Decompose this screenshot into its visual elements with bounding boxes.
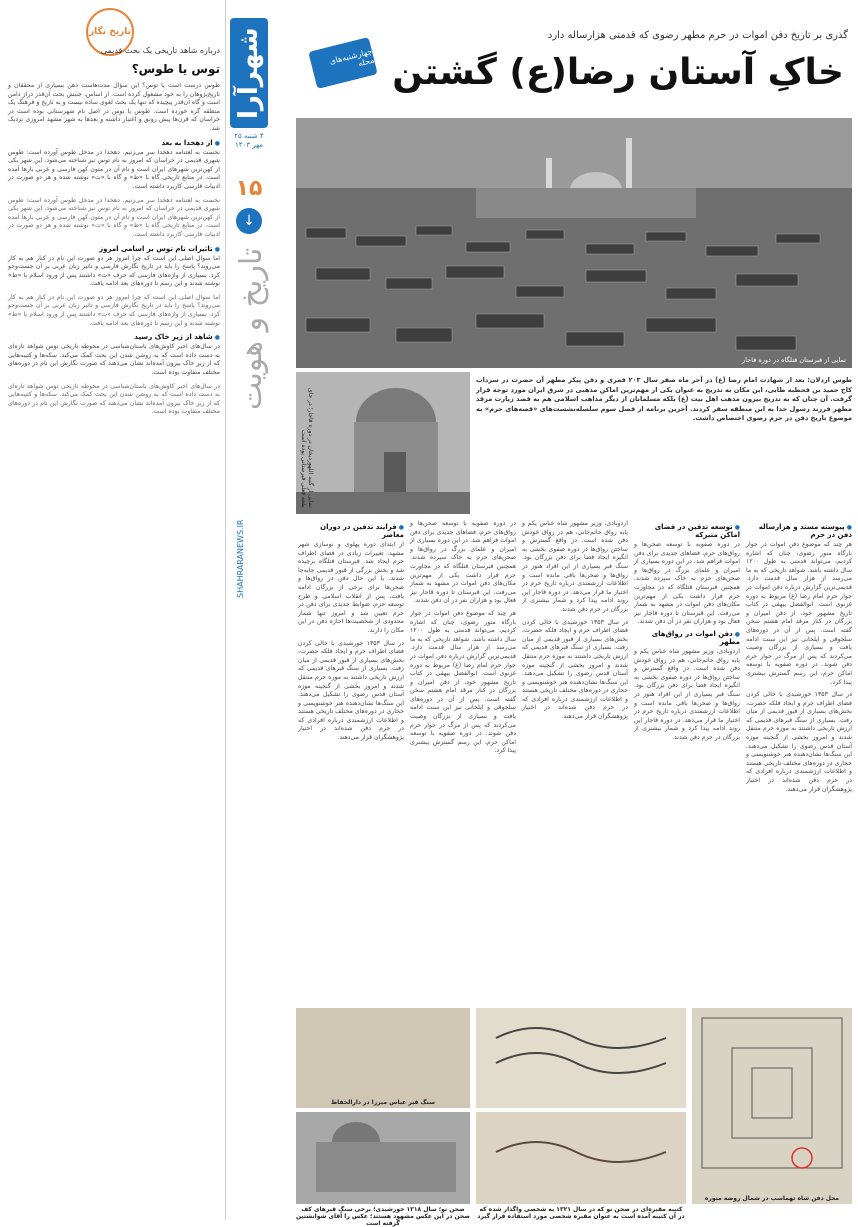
column-head: ● توسعه تدفین در فضای اماکن متبرکه	[634, 523, 740, 539]
article-headline: خاکِ آستان رضا(ع) گشتن	[392, 52, 844, 93]
column-head: ● پیوسته مسند و هزارساله دفن در حرم	[746, 523, 852, 539]
inscription-image	[476, 1008, 686, 1108]
sidebar-section-body: در سال‌های اخیر کاوش‌های باستان‌شناسی در محوطه تاریخی توس شواهد تازه‌ای به دست داده است که به روشن شدن این بحث کمک می‌کند. سکه‌ها و کتیبه‌هایی که از زیر خاک بیرون آمده‌اند نشان می‌دهند که صورت نگارش این نام در دوره‌های مختلف متفاوت بوده است.	[8, 343, 220, 377]
column-head: ● دفن اموات در رواق‌های مطهر	[634, 630, 740, 646]
sidebar-section-head: ● از دهخدا به بعد	[8, 139, 220, 147]
cemetery-illustration	[296, 118, 852, 368]
gallery-caption: صحن نو؛ سال ۱۳۱۸ خورشیدی؛ برخی سنگ قبرهای کف صحن در این عکس مشهود هستند؛ عکس را آقای شوانشتین گرفته است	[296, 1206, 470, 1227]
sidebar-section-head: ● شاهد از زیر خاک رسید	[8, 333, 220, 341]
photo-gallery	[296, 1008, 852, 1227]
sidebar-kicker: درباره شاهد تاریخی یک بحث قدیمی	[100, 46, 220, 55]
sidebar-section-body: در سال‌های اخیر کاوش‌های باستان‌شناسی در محوطه تاریخی توس شواهد تازه‌ای به دست داده است که به روشن شدن این بحث کمک می‌کند. سکه‌ها و کتیبه‌هایی که از زیر خاک بیرون آمده‌اند نشان می‌دهند که صورت نگارش این نام در دوره‌های مختلف متفاوت بوده است.	[8, 382, 220, 416]
article-column	[298, 520, 404, 1000]
tarikh-negar-stamp: تاریخ نگار	[86, 8, 134, 56]
article-lede: طوس اردلان: بعد از شهادت امام رضا (ع) در آخر ماه صفر سال ۲۰۳ قمری و دفن پیکر مطهر آن حضرت در سرداب کاخ حمید بن قحطبه طایی، این مکان به تدریج به عنوان یکی از مهم‌ترین اماکن مذهبی در شرق ایران مورد توجه قرار گرفت. آن چنان که به تدریج بیرون مذهب اهل بیت (ع) بلکه مسلمانان از دیگر مذاهب اسلامی هم به قصد زیارت مرقد مطهر فرزند رسول خدا به این منطقه سفر کردند. آخرین برنامه از فصل سوم سلسله‌نشست‌های «قصه‌های حرم» به موضوع تاریخ دفن در حرم رضوی اختصاص داشت.	[476, 376, 852, 423]
sidebar-section-body: اما سوال اصلی این است که چرا امروز هر دو صورت این نام در کنار هم به کار می‌روند؟ پاسخ را باید در تاریخ نگارش فارسی و تاثیر زبان عربی بر آن جست‌وجو کرد. بسیاری از واژه‌های فارسی که حرف «ت» داشتند پس از ورود اسلام با «ط» نوشته شدند و این رسم تا دوره‌های بعد ادامه یافت.	[8, 254, 220, 288]
column-body: در دوره صفویه با توسعه صحن‌ها و رواق‌های حرم، فضاهای جدیدی برای دفن اموات فراهم شد. در این دوره بسیاری از امیران و علمای بزرگ در رواق‌ها و صحن‌های حرم به خاک سپرده شدند. همچنین قبرستان قتلگاه که در مجاورت حرم قرار داشت یکی از مهم‌ترین مکان‌های دفن اموات در مشهد به شمار می‌رفت. این قبرستان تا دوره قاجار نیز فعال بود و هزاران نفر در آن دفن شدند.	[634, 541, 740, 626]
site-url[interactable]: SHAHRARANEWS.IR	[236, 520, 245, 599]
column-body: در سال ۱۳۵۳ خورشیدی با خالی کردن فضای اطراف حرم و ایجاد فلکه حضرت، بخش‌های بسیاری از قبور قدیمی از میان رفت. بسیاری از سنگ قبرهای قدیمی که ارزش تاریخی داشتند به موزه حرم منتقل شدند و امروز بخشی از گنجینه موزه آستان قدس رضوی را تشکیل می‌دهند. این سنگ‌ها نشان‌دهنده هنر خوشنویسی و حجاری در دوره‌های مختلف تاریخی هستند و اطلاعات ارزشمندی درباره افرادی که در حرم دفن شده‌اند در اختیار پژوهشگران قرار می‌دهند.	[522, 618, 628, 721]
photo-caption: نمایی از قبرستان قتلگاه در دوره قاجار	[742, 356, 846, 364]
issue-date: ۴ شنبه ۲۵ مهر ۱۴۰۳	[234, 132, 264, 149]
sidebar-body	[8, 82, 220, 1212]
gravestone-image	[476, 1112, 686, 1204]
column-body: از ابتدای دوره پهلوی و نوسازی شهر مشهد، تغییرات زیادی در فضای اطراف حرم ایجاد شد. قبرستان قتلگاه برچیده شد و بخش بزرگی از قبور قدیمی جابه‌جا شدند. با این حال دفن در رواق‌ها و صحن‌ها برای برخی از بزرگان ادامه یافت. پس از انقلاب اسلامی و طرح توسعه حرم، ضوابط جدیدی برای دفن در حرم تعیین شد و امروز تنها شمار محدودی از شخصیت‌ها اجازه دفن در این مکان را دارند.	[298, 541, 404, 634]
section-name: تاریخ و هویت	[234, 248, 269, 411]
sidebar-section-body: نخست به لغتنامه دهخدا سر می‌زنیم. دهخدا در مدخل طوس آورده است: طوس شهری قدیمی در خراسان که امروز به نام توس نیز شناخته می‌شود. این شهر یکی از کهن‌ترین شهرهای ایران است و نام آن در متون کهن فارسی و عربی بارها آمده است. در منابع تاریخی گاه با «ط» و گاه با «ت» نوشته شده و هر دو صورت در ادبیات فارسی کاربرد داشته است.	[8, 148, 220, 190]
dome-photo	[296, 372, 470, 514]
arrow-down-icon[interactable]: ↓	[236, 208, 262, 234]
main-article	[272, 0, 858, 1227]
shrine-plan-image	[692, 1008, 852, 1204]
article-column	[746, 520, 852, 1000]
column-body: در سال ۱۳۵۳ خورشیدی با خالی کردن فضای اطراف حرم و ایجاد فلکه حضرت، بخش‌های بسیاری از قبور قدیمی از میان رفت. بسیاری از سنگ قبرهای قدیمی که ارزش تاریخی داشتند به موزه حرم منتقل شدند و امروز بخشی از گنجینه موزه آستان قدس رضوی را تشکیل می‌دهند. این سنگ‌ها نشان‌دهنده هنر خوشنویسی و حجاری در دوره‌های مختلف تاریخی هستند و اطلاعات ارزشمندی درباره افرادی که در حرم دفن شده‌اند در اختیار پژوهشگران قرار می‌دهند.	[746, 691, 852, 793]
column-body: هر چند که موضوع دفن اموات در جوار بارگاه منور رضوی، چنان که اشاره کردیم، می‌تواند قدمتی به طول ۱۲۰۰ سال داشته باشد. شواهد تاریخی که به ما می‌رسد از هزار سال قدمت دارد. قدیمی‌ترین گزارش درباره دفن اموات در جوار حرم امام رضا (ع) مربوط به دوره غزنوی است. ابوالفضل بیهقی در کتاب تاریخ مشهور خود، از دفن امیران و بزرگان در کنار مرقد امام هشتم سخن گفته است. پس از آن در دوره‌های سلجوقی و ایلخانی نیز این سنت ادامه یافت و بسیاری از بزرگان وصیت می‌کردند که پس از مرگ در جوار حرم دفن شوند. در دوره صفویه با توسعه اماکن حرم، این رسم گسترش بیشتری پیدا کرد.	[746, 541, 852, 686]
qatlgah-cemetery-photo	[296, 118, 852, 368]
shahrara-logo[interactable]: شهرآرا	[230, 18, 268, 128]
page-number: ۱۵	[235, 176, 263, 201]
sidebar-section-body: اما سوال اصلی این است که چرا امروز هر دو صورت این نام در کنار هم به کار می‌روند؟ پاسخ را باید در تاریخ نگارش فارسی و تاثیر زبان عربی بر آن جست‌وجو کرد. بسیاری از واژه‌های فارسی که حرف «ت» داشتند پس از ورود اسلام با «ط» نوشته شدند و این رسم تا دوره‌های بعد ادامه یافت.	[8, 293, 220, 327]
column-body: هر چند که موضوع دفن اموات در جوار بارگاه منور رضوی، چنان که اشاره کردیم، می‌تواند قدمتی به طول ۱۲۰۰ سال داشته باشد. شواهد تاریخی که به ما می‌رسد از هزار سال قدمت دارد. قدیمی‌ترین گزارش درباره دفن اموات در جوار حرم امام رضا (ع) مربوط به دوره غزنوی است. ابوالفضل بیهقی در کتاب تاریخ مشهور خود، از دفن امیران و بزرگان در کنار مرقد امام هشتم سخن گفته است. پس از آن در دوره‌های سلجوقی و ایلخانی نیز این سنت ادامه یافت و بسیاری از بزرگان وصیت می‌کردند که پس از مرگ در جوار حرم دفن شوند. در دوره صفویه با توسعه اماکن حرم، این رسم گسترش بیشتری پیدا کرد.	[410, 609, 516, 755]
brand-stripe	[228, 0, 270, 1220]
column-head: ● فرایند تدفین در دوران معاصر	[298, 523, 404, 539]
sidebar-section-body: نخست به لغتنامه دهخدا سر می‌زنیم. دهخدا در مدخل طوس آورده است: طوس شهری قدیمی در خراسان که امروز به نام توس نیز شناخته می‌شود. این شهر یکی از کهن‌ترین شهرهای ایران است و نام آن در متون کهن فارسی و عربی بارها آمده است. در منابع تاریخی گاه با «ط» و گاه با «ت» نوشته شده و هر دو صورت در ادبیات فارسی کاربرد داشته است.	[8, 196, 220, 238]
gallery-caption: محل دفن شاه تهماسب در شمال روضه منوره	[704, 1195, 840, 1202]
article-column	[634, 520, 740, 1000]
gravestone-illustration	[476, 1112, 686, 1204]
sidebar-column	[0, 0, 226, 1220]
column-body: اردوبادی، وزیر مشهور شاه عباس یکم و پایه رواق حاتم‌خانی، هم در رواق خودش دفن شده است. در واقع گسترش و ساختن رواق‌ها در دوره صفوی بخشی به انگیزه ایجاد فضا برای دفن بزرگان بود. سنگ قبر بسیاری از این افراد هنوز در رواق‌ها و صحن‌ها باقی مانده است و اطلاعات ارزشمندی درباره تاریخ حرم در اختیار ما قرار می‌دهد. در دوره قاجار این روند ادامه پیدا کرد و شمار بیشتری از بزرگان در حرم دفن شدند.	[634, 647, 740, 741]
sidebar-title: توس یا طوس؟	[131, 62, 220, 76]
photo-caption: نمایی از گنبد اللهوردیخان در دوره قاجار؛ در جای بقعه فعلی قبرستانی بوده است	[300, 388, 314, 508]
courtyard-illustration	[296, 1112, 470, 1204]
inscription-illustration	[476, 1008, 686, 1108]
article-kicker: گذری بر تاریخ دفن اموات در حرم مطهر رضوی که قدمتی هزارساله دارد	[547, 30, 848, 41]
sidebar-section-head: ● تاثیرات نام توس بر اسامی امروز	[8, 245, 220, 253]
gallery-caption: سنگ قبر عباس میرزا در دارالحفاظ	[330, 1099, 436, 1106]
floor-plan-illustration	[692, 1008, 852, 1204]
weekly-badge: چهارشنبه‌های محله	[308, 37, 377, 89]
column-body: اردوبادی، وزیر مشهور شاه عباس یکم و پایه رواق حاتم‌خانی، هم در رواق خودش دفن شده است. در واقع گسترش و ساختن رواق‌ها در دوره صفوی بخشی به انگیزه ایجاد فضا برای دفن بزرگان بود. سنگ قبر بسیاری از این افراد هنوز در رواق‌ها و صحن‌ها باقی مانده است و اطلاعات ارزشمندی درباره تاریخ حرم در اختیار ما قرار می‌دهد. در دوره قاجار این روند ادامه پیدا کرد و شمار بیشتری از بزرگان در حرم دفن شدند.	[522, 520, 628, 613]
new-courtyard-photo	[296, 1112, 470, 1204]
sidebar-intro: طوس درست است یا توس؟ این سؤال مدت‌هاست ذهن بسیاری از محققان و تاریخ‌پژوهان را به خود مشغول کرده است. از اساس، جنبش بحث آن‌قدر دراز دامن است و گاه آن‌قدر پیچیده که تنها یک بحث لغوی ساده نیست و به تاریخ و فرهنگ یک منطقه گره خورده است. طوس یا توس در اصل نام شهرستانی بوده است در خراسان که قرن‌ها پیش رونق و اعتبار داشته و بعدها به شهر مشهد امروزی نزدیک شد.	[8, 82, 220, 132]
article-column	[522, 520, 628, 1000]
column-body: در دوره صفویه با توسعه صحن‌ها و رواق‌های حرم، فضاهای جدیدی برای دفن اموات فراهم شد. در این دوره بسیاری از امیران و علمای بزرگ در رواق‌ها و صحن‌های حرم به خاک سپرده شدند. همچنین قبرستان قتلگاه که در مجاورت حرم قرار داشت یکی از مهم‌ترین مکان‌های دفن اموات در مشهد به شمار می‌رفت. این قبرستان تا دوره قاجار نیز فعال بود و هزاران نفر در آن دفن شدند.	[410, 520, 516, 605]
article-columns	[296, 520, 852, 1004]
dome-illustration	[296, 372, 470, 514]
gallery-caption: کتیبه مقبره‌ای در صحن نو که در سال ۱۳۲۱ به شخصی واگذار شده که در آن کتیبه آمده است به عنوان مقبره شخصی مورد استفاده قرار گیرد	[477, 1206, 685, 1220]
article-column	[410, 520, 516, 1000]
column-body: در سال ۱۳۵۳ خورشیدی با خالی کردن فضای اطراف حرم و ایجاد فلکه حضرت، بخش‌های بسیاری از قبور قدیمی از میان رفت. بسیاری از سنگ قبرهای قدیمی که ارزش تاریخی داشتند به موزه حرم منتقل شدند و امروز بخشی از گنجینه موزه آستان قدس رضوی را تشکیل می‌دهند. این سنگ‌ها نشان‌دهنده هنر خوشنویسی و حجاری در دوره‌های مختلف تاریخی هستند و اطلاعات ارزشمندی درباره افرادی که در حرم دفن شده‌اند در اختیار پژوهشگران قرار می‌دهند.	[298, 639, 404, 742]
abbas-mirza-stone-image	[296, 1008, 470, 1108]
